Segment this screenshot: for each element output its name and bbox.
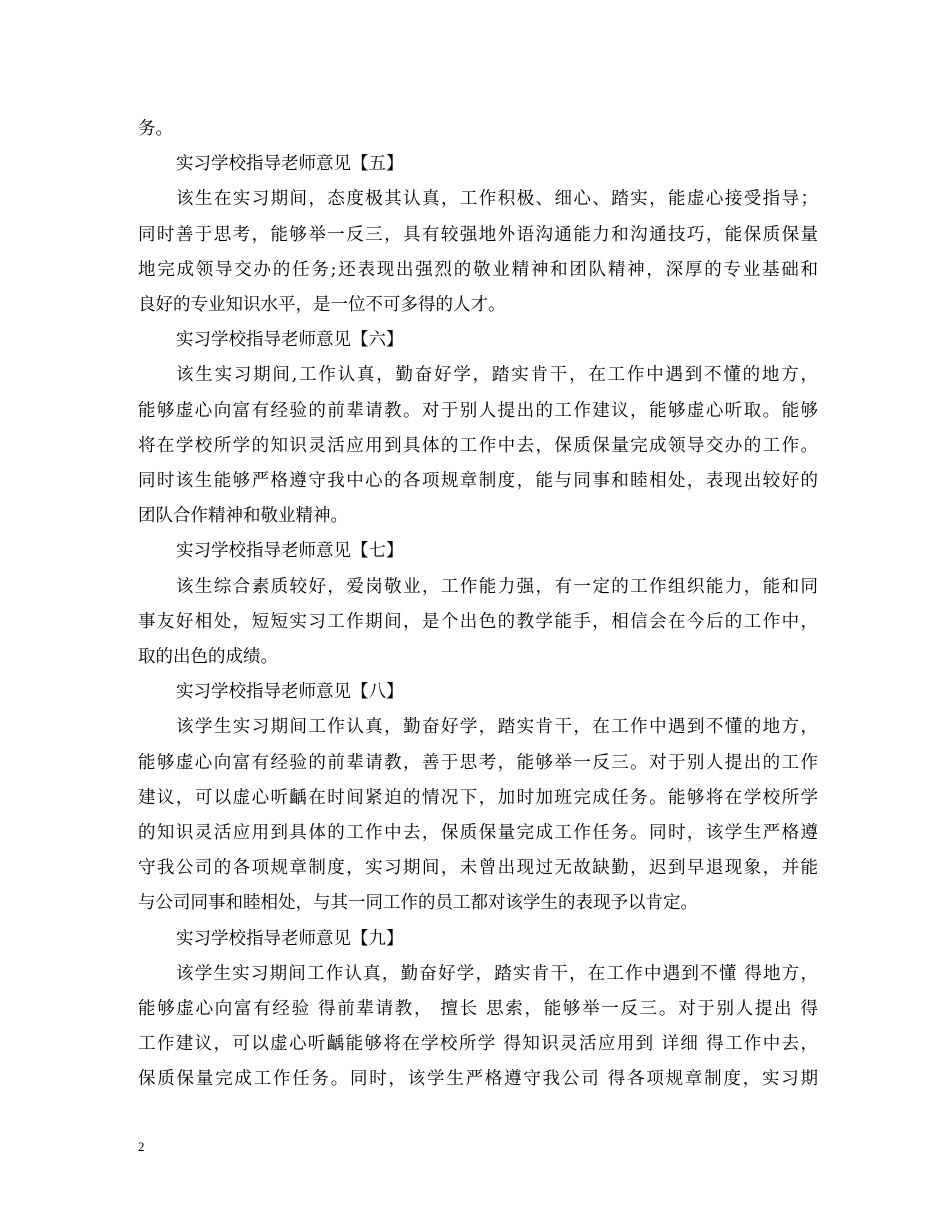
text-line: 同时善于思考，能够举一反三，具有较强地外语沟通能力和沟通技巧，能保质保量 [138, 224, 818, 245]
text-line: 同时该生能够严格遵守我中心的各项规章制度，能与同事和睦相处，表现出较好的 [138, 471, 818, 491]
section-heading: 实习学校指导老师意见【六】 [176, 330, 404, 351]
text-line: 该生实习期间,工作认真，勤奋好学，踏实肯干，在工作中遇到不懂的地方， [176, 365, 818, 386]
text-line: 能够虚心向富有经验 得前辈请教， 擅长 思索，能够举一反三。对于别人提出 得 [138, 999, 818, 1019]
section-heading: 实习学校指导老师意见【七】 [176, 541, 404, 562]
section-heading: 实习学校指导老师意见【八】 [176, 682, 404, 703]
text-line: 能够虚心向富有经验的前辈请教，善于思考，能够举一反三。对于别人提出的工作 [138, 752, 818, 773]
text-line: 团队合作精神和敬业精神。 [138, 506, 348, 527]
text-line: 与公司同事和睦相处，与其一同工作的员工都对该学生的表现予以肯定。 [138, 893, 698, 914]
text-line: 能够虚心向富有经验的前辈请教。对于别人提出的工作建议，能够虚心听取。能够 [138, 400, 818, 421]
text-line: 该生在实习期间，态度极其认真，工作积极、细心、踏实，能虚心接受指导； [176, 189, 818, 210]
page-number: 2 [138, 1139, 145, 1154]
text-line: 取的出色的成绩。 [138, 647, 278, 667]
text-line: 保质保量完成工作任务。同时，该学生严格遵守我公司 得各项规章制度，实习期 [138, 1069, 818, 1090]
text-line: 守我公司的各项规章制度，实习期间，未曾出现过无故缺勤，迟到早退现象，并能 [138, 858, 818, 879]
text-line: 将在学校所学的知识灵活应用到具体的工作中去，保质保量完成领导交办的工作。 [138, 435, 818, 456]
section-heading: 实习学校指导老师意见【五】 [176, 154, 404, 175]
text-line: 该学生实习期间工作认真，勤奋好学，踏实肯干，在工作中遇到不懂 得地方， [176, 963, 818, 984]
section-heading: 实习学校指导老师意见【九】 [176, 928, 404, 949]
text-line: 的知识灵活应用到具体的工作中去，保质保量完成工作任务。同时，该学生严格遵 [138, 823, 818, 843]
text-line: 务。 [138, 119, 173, 139]
text-line: 事友好相处，短短实习工作期间，是个出色的教学能手，相信会在今后的工作中， [138, 611, 818, 632]
text-line: 良好的专业知识水平，是一位不可多得的人才。 [138, 295, 506, 315]
text-line: 该生综合素质较好，爱岗敬业，工作能力强，有一定的工作组织能力，能和同 [176, 576, 818, 597]
text-line: 地完成领导交办的任务;还表现出强烈的敬业精神和团队精神，深厚的专业基础和 [138, 259, 818, 280]
text-line: 工作建议，可以虚心听齲能够将在学校所学 得知识灵活应用到 详细 得工作中去， [138, 1034, 818, 1055]
text-line: 建议，可以虚心听齲在时间紧迫的情况下，加时加班完成任务。能够将在学校所学 [138, 787, 818, 808]
text-line: 该学生实习期间工作认真，勤奋好学，踏实肯干，在工作中遇到不懂的地方， [176, 717, 818, 738]
